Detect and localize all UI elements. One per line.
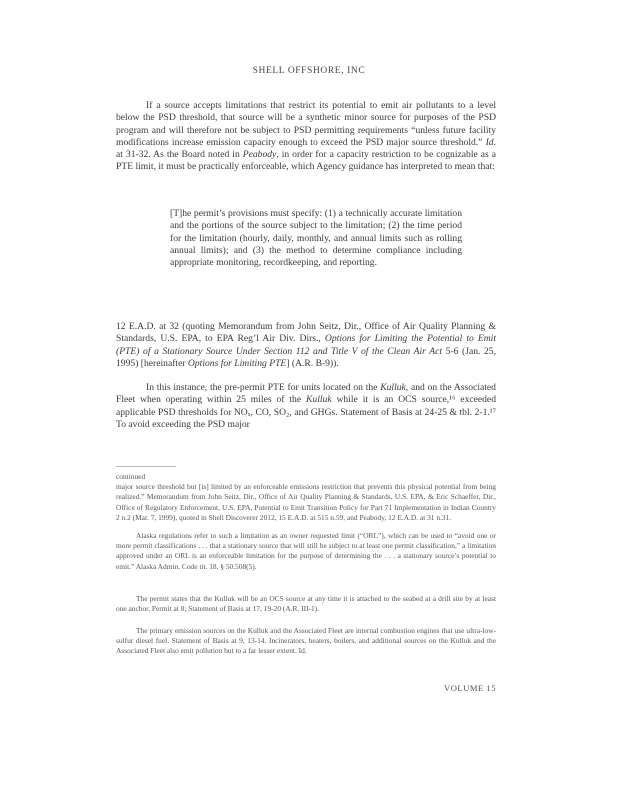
body-paragraph: If a source accepts limitations that restrict its potential to emit air pollutants to a level below the PSD threshold, that source will be a synthetic minor source for purposes of the PSD program and will therefore not be subject to PSD permitting requirements “unless future facility modifications increase emission capacity enough to exceed the PSD major source threshold.” Id. at 31-32. As the Board noted in Peabody, in order for a capacity restriction to be cognizable as a PTE limit, it must be practically enforceable, which Agency guidance has interpreted to mean that: <box>116 100 496 173</box>
footnote-continued: continued major source threshold but [is] limited by an enforceable emissions restriction that prevents this physical potential from being realized.” Memorandum from John Seitz, Dir., Office of Air Quality Planning & Standards, U.S. EPA, & Eric Schaeffer, Dir., Office of Regulatory Enforcement, U.S. EPA, Potential to Emit Transition Policy for Part 71 Implementation in Indian Country 2 n.2 (Mar. 7, 1999), quoted in Shell Discoverer 2012, 15 E.A.D. at 515 n.59, and Peabody, 12 E.A.D. at 31 n.31. <box>116 472 496 522</box>
footnote: Alaska regulations refer to such a limitation as an owner requested limit (“ORL”), which can be used to “avoid one or more permit classifications . . . that a stationary source that will still be subject to at least one permit classification,” a limitation approved under an ORL is an enforceable limitation for the purpose of determining the . . . a stationary source’s potential to emit.” Alaska Admin. Code tit. 18, § 50.508(5). <box>116 531 496 571</box>
block-quote: [T]he permit’s provisions must specify: (1) a technically accurate limitation and the portions of the source subject to the limitation; (2) the time period for the limitation (hourly, daily, monthly, and annual limits such as rolling annual limits); and (3) the method to determine compliance including appropriate monitoring, recordkeeping, and reporting. <box>170 208 462 269</box>
footnote-divider <box>116 466 176 467</box>
footnote: The primary emission sources on the Kulluk and the Associated Fleet are internal combustion engines that use ultra-low-sulfur diesel fuel. Statement of Basis at 9, 13-14. Incinerators, heaters, boilers, and additional sources on the Kulluk and the Associated Fleet also emit pollution but to a far lesser extent. Id. <box>116 626 496 656</box>
running-header: SHELL OFFSHORE, INC <box>252 66 366 76</box>
footnote: The permit states that the Kulluk will be an OCS source at any time it is attached to the seabed at a drill site by at least one anchor. Permit at 8; Statement of Basis at 17, 19-20 (A.R. III-1). <box>116 594 496 614</box>
citation-paragraph: 12 E.A.D. at 32 (quoting Memorandum from John Seitz, Dir., Office of Air Quality Planning & Standards, U.S. EPA, to EPA Reg’l Air Div. Dirs., Options for Limiting the Potential to Emit (PTE) of a Stationary Source Under Section 112 and Title V of the Clean Air Act 5-6 (Jan. 25, 1995) [hereinafter Options for Limiting PTE] (A.R. B-9)). <box>116 321 496 369</box>
volume-footer: VOLUME 15 <box>443 683 496 693</box>
body-paragraph: In this instance, the pre-permit PTE for units located on the Kulluk, and on the Associated Fleet when operating within 25 miles of the Kulluk while it is an OCS source,¹⁶ exceeded applicable PSD thresholds for NOₓ, CO, SO₂, and GHGs. Statement of Basis at 24-25 & tbl. 2-1.¹⁷ To avoid exceeding the PSD major <box>116 382 496 430</box>
